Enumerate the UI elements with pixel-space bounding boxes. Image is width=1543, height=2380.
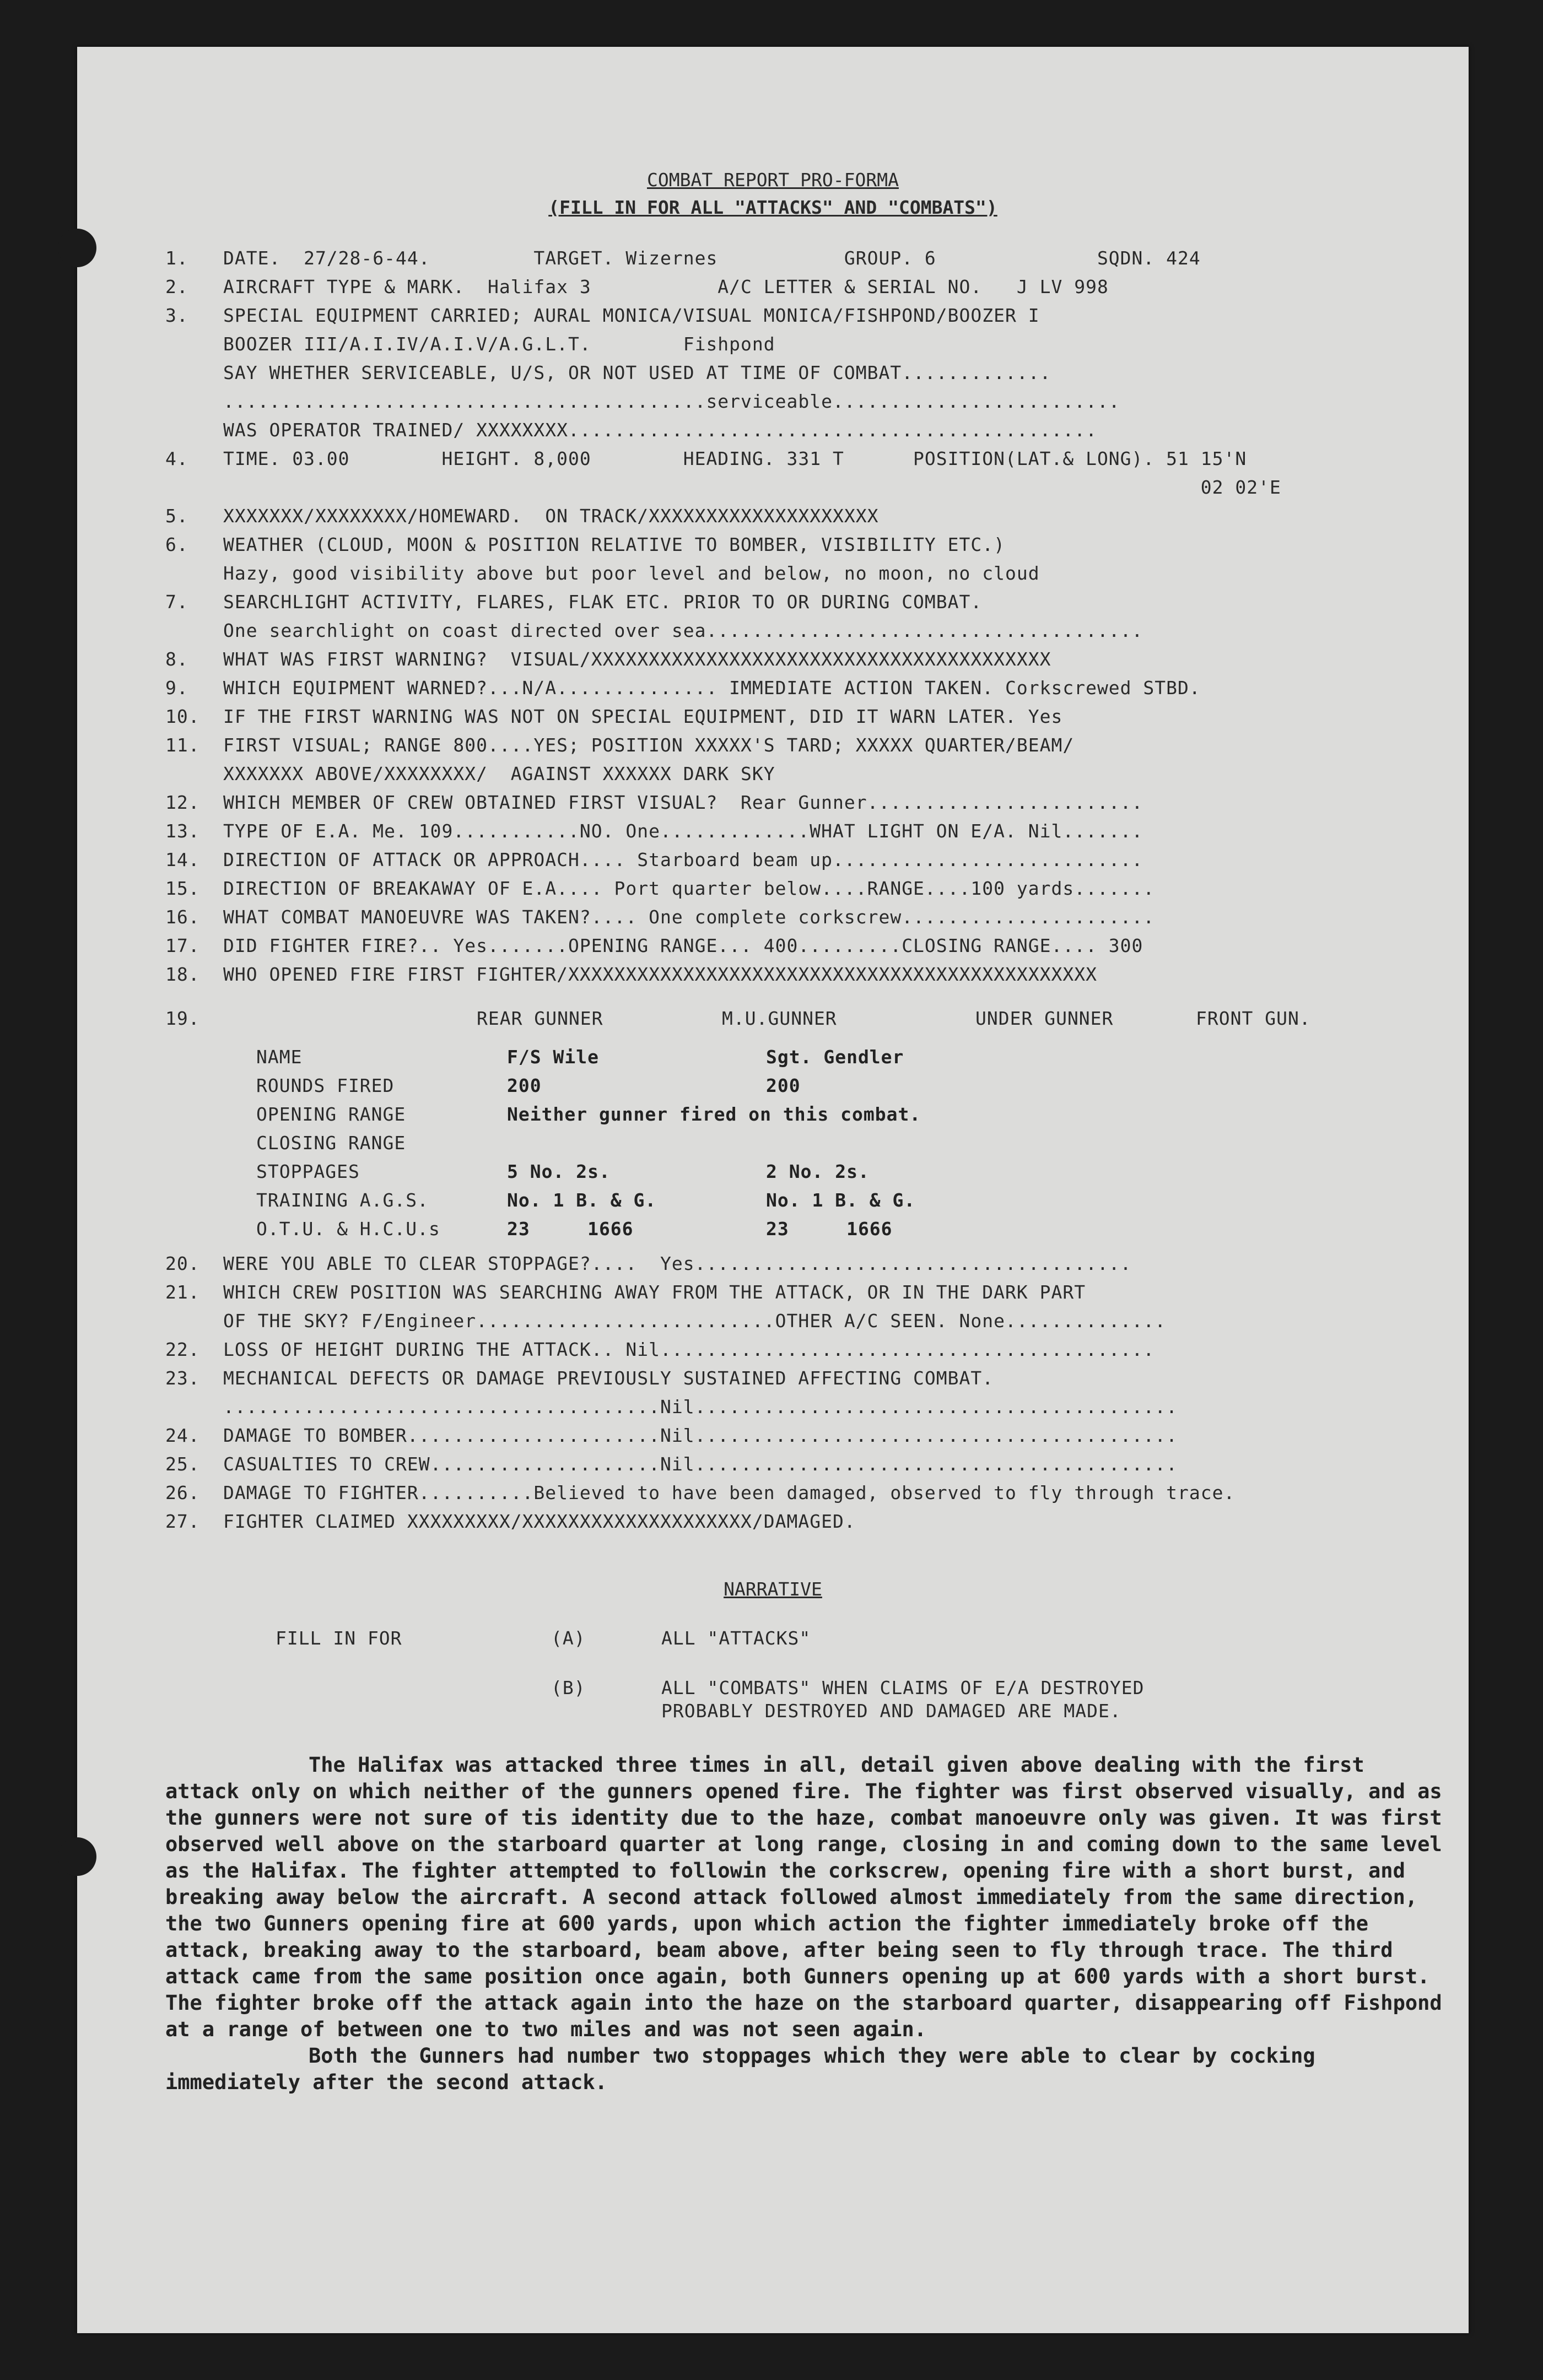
report-title: COMBAT REPORT PRO-FORMA <box>647 169 899 191</box>
option-a-label: (A) <box>551 1627 586 1649</box>
form-item-text: IF THE FIRST WARNING WAS NOT ON SPECIAL EQUIPMENT, DID IT WARN LATER. Yes <box>223 706 1063 727</box>
form-item-2-text: WHICH CREW POSITION WAS SEARCHING AWAY FROM THE ATTACK, OR IN THE DARK PART <box>223 1281 1086 1303</box>
form-item-text: TYPE OF E.A. Me. 109...........NO. One.............WHAT LIGHT ON E/A. Nil....... <box>223 820 1143 842</box>
mu-gunner-value: No. 1 B. & G. <box>766 1189 916 1211</box>
form-item-number: 9. <box>165 677 188 699</box>
option-b-text-2: PROBABLY DESTROYED AND DAMAGED ARE MADE. <box>661 1700 1121 1722</box>
gunner-row-label: STOPPAGES <box>256 1161 360 1182</box>
form-item-number: 12. <box>165 792 200 813</box>
narrative-heading: NARRATIVE <box>724 1578 822 1600</box>
form-item-2-text: OF THE SKY? F/Engineer..........................OTHER A/C SEEN. None.............. <box>223 1310 1167 1332</box>
option-b-text-1: ALL "COMBATS" WHEN CLAIMS OF E/A DESTROYED <box>661 1677 1145 1699</box>
gunner-column-header: REAR GUNNER <box>477 1008 603 1029</box>
rear-gunner-value: 5 No. 2s. <box>507 1161 611 1182</box>
form-item-text: XXXXXXX/XXXXXXXX/HOMEWARD. ON TRACK/XXXXXXXXXXXXXXXXXXXX <box>223 505 879 527</box>
form-item-2-number: 24. <box>165 1425 200 1446</box>
punch-hole-top <box>58 229 96 267</box>
mu-gunner-value: Sgt. Gendler <box>766 1046 904 1068</box>
rear-gunner-value: F/S Wile <box>507 1046 599 1068</box>
form-item-number: 2. <box>165 276 188 298</box>
form-item-text: WHAT COMBAT MANOEUVRE WAS TAKEN?.... One complete corkscrew...................... <box>223 906 1155 928</box>
gunner-row-label: ROUNDS FIRED <box>256 1075 395 1096</box>
narrative-text <box>165 1752 1449 2096</box>
gunner-row-label: OPENING RANGE <box>256 1104 406 1125</box>
report-sheet <box>77 47 1469 2333</box>
gunner-row-label: CLOSING RANGE <box>256 1132 406 1154</box>
mu-gunner-value: 2 No. 2s. <box>766 1161 870 1182</box>
form-item-2-text: FIGHTER CLAIMED XXXXXXXXX/XXXXXXXXXXXXXXXXXXXX/DAMAGED. <box>223 1511 856 1532</box>
form-item-2-text: WERE YOU ABLE TO CLEAR STOPPAGE?.... Yes...................................... <box>223 1253 1132 1274</box>
gunner-row-label: TRAINING A.G.S. <box>256 1189 429 1211</box>
form-item-text: AIRCRAFT TYPE & MARK. Halifax 3 A/C LETTER & SERIAL NO. J LV 998 <box>223 276 1109 298</box>
form-item-number: 7. <box>165 591 188 613</box>
report-subtitle: (FILL IN FOR ALL "ATTACKS" AND "COMBATS") <box>548 197 997 218</box>
option-a-text: ALL "ATTACKS" <box>661 1627 811 1649</box>
form-item-2-number: 23. <box>165 1367 200 1389</box>
form-item-number: 11. <box>165 734 200 756</box>
form-item-text: SPECIAL EQUIPMENT CARRIED; AURAL MONICA/VISUAL MONICA/FISHPOND/BOOZER I <box>223 305 1040 326</box>
form-item-number: 10. <box>165 706 200 727</box>
rear-gunner-value: Neither gunner fired on this combat. <box>507 1104 921 1125</box>
gunner-column-header: FRONT GUN. <box>1196 1008 1311 1029</box>
form-item-2-number: 26. <box>165 1482 200 1503</box>
form-item-text: WHO OPENED FIRE FIRST FIGHTER/XXXXXXXXXXXXXXXXXXXXXXXXXXXXXXXXXXXXXXXXXXXXXX <box>223 964 1097 985</box>
option-b-label: (B) <box>551 1677 586 1699</box>
form-item-number: 4. <box>165 448 188 469</box>
rear-gunner-value: 23 1666 <box>507 1218 634 1240</box>
form-item-2-number: 20. <box>165 1253 200 1274</box>
form-item-2-text: DAMAGE TO BOMBER......................Nil.......................................... <box>223 1425 1178 1446</box>
form-item-text: ..........................................serviceable......................... <box>223 391 1120 412</box>
form-item-2-text: CASUALTIES TO CREW....................Nil.......................................... <box>223 1453 1178 1475</box>
form-item-number: 15. <box>165 878 200 899</box>
form-item-number: 17. <box>165 935 200 956</box>
form-item-text: FIRST VISUAL; RANGE 800....YES; POSITION XXXXX'S TARD; XXXXX QUARTER/BEAM/ <box>223 734 1075 756</box>
form-item-2-text: ......................................Nil.......................................... <box>223 1396 1178 1418</box>
form-item-text: DIRECTION OF ATTACK OR APPROACH.... Starboard beam up........................... <box>223 849 1143 870</box>
narrative-paragraph-1: The Halifax was attacked three times in all, detail given above dealing with the first attack only on which neither of the gunners opened fire. The fighter was first observed visually, and as the gunners were not sure of tis identity due to the haze, combat manoeuvre only was given. It was first observed well above on the starboard quarter at long range, closing in and coming down to the same level as the Halifax. The fighter attempted to followin the corkscrew, opening fire with a short burst, and breaking away below the aircraft. A second attack followed almost immediately from the same direction, the two Gunners opening fire at 600 yards, upon which action the fighter immediately broke off the attack, breaking away to the starboard, beam above, after being seen to fly through trace. The third attack came from the same position once again, both Gunners opening up at 600 yards with a short burst. The fighter broke off the attack again into the haze on the starboard quarter, disappearing off Fishpond at a range of between one to two miles and was not seen again. <box>165 1753 1442 2041</box>
form-item-2-number: 25. <box>165 1453 200 1475</box>
form-item-text: WHAT WAS FIRST WARNING? VISUAL/XXXXXXXXXXXXXXXXXXXXXXXXXXXXXXXXXXXXXXXX <box>223 648 1051 670</box>
form-item-number: 18. <box>165 964 200 985</box>
form-item-text: One searchlight on coast directed over sea...................................... <box>223 620 1143 641</box>
form-item-text: XXXXXXX ABOVE/XXXXXXXX/ AGAINST XXXXXX DARK SKY <box>223 763 775 785</box>
form-item-number: 5. <box>165 505 188 527</box>
gunner-column-header: UNDER GUNNER <box>975 1008 1114 1029</box>
form-item-2-number: 21. <box>165 1281 200 1303</box>
rear-gunner-value: 200 <box>507 1075 542 1096</box>
form-item-text: SAY WHETHER SERVICEABLE, U/S, OR NOT USED AT TIME OF COMBAT............. <box>223 362 1051 383</box>
punch-hole-bottom <box>58 1837 96 1876</box>
form-item-text: WEATHER (CLOUD, MOON & POSITION RELATIVE TO BOMBER, VISIBILITY ETC.) <box>223 534 1006 555</box>
form-item-2-text: MECHANICAL DEFECTS OR DAMAGE PREVIOUSLY SUSTAINED AFFECTING COMBAT. <box>223 1367 994 1389</box>
gunner-row-label: O.T.U. & H.C.U.s <box>256 1218 440 1240</box>
mu-gunner-value: 200 <box>766 1075 801 1096</box>
form-item-number: 13. <box>165 820 200 842</box>
form-item-text: WHICH EQUIPMENT WARNED?...N/A.............. IMMEDIATE ACTION TAKEN. Corkscrewed STBD. <box>223 677 1201 699</box>
form-item-2-text: LOSS OF HEIGHT DURING THE ATTACK.. Nil........................................... <box>223 1339 1155 1360</box>
narrative-paragraph-2: Both the Gunners had number two stoppages which they were able to clear by cocking immediately after the second attack. <box>165 2044 1315 2094</box>
form-item-text: Hazy, good visibility above but poor level and below, no moon, no cloud <box>223 562 1040 584</box>
form-item-text: BOOZER III/A.I.IV/A.I.V/A.G.L.T. Fishpond <box>223 333 775 355</box>
form-item-2-text: DAMAGE TO FIGHTER..........Believed to have been damaged, observed to fly through trace. <box>223 1482 1236 1503</box>
gunner-row-label: NAME <box>256 1046 303 1068</box>
form-item-text: DATE. 27/28-6-44. TARGET. Wizernes GROUP. 6 SQDN. 424 <box>223 247 1201 269</box>
rear-gunner-value: No. 1 B. & G. <box>507 1189 657 1211</box>
gunners-number: 19. <box>165 1008 200 1029</box>
form-item-text: WAS OPERATOR TRAINED/ XXXXXXXX.............................................. <box>223 419 1097 441</box>
form-item-text: DIRECTION OF BREAKAWAY OF E.A.... Port quarter below....RANGE....100 yards....... <box>223 878 1155 899</box>
form-item-text: 02 02'E <box>223 477 1281 498</box>
form-item-number: 14. <box>165 849 200 870</box>
gunner-column-header: M.U.GUNNER <box>722 1008 837 1029</box>
form-item-text: TIME. 03.00 HEIGHT. 8,000 HEADING. 331 T POSITION(LAT.& LONG). 51 15'N <box>223 448 1247 469</box>
form-item-number: 6. <box>165 534 188 555</box>
form-item-text: DID FIGHTER FIRE?.. Yes.......OPENING RANGE... 400.........CLOSING RANGE.... 300 <box>223 935 1143 956</box>
fill-in-for: FILL IN FOR <box>276 1627 402 1649</box>
form-item-text: WHICH MEMBER OF CREW OBTAINED FIRST VISUAL? Rear Gunner........................ <box>223 792 1143 813</box>
form-item-number: 8. <box>165 648 188 670</box>
form-item-2-number: 22. <box>165 1339 200 1360</box>
form-item-text: SEARCHLIGHT ACTIVITY, FLARES, FLAK ETC. PRIOR TO OR DURING COMBAT. <box>223 591 983 613</box>
mu-gunner-value: 23 1666 <box>766 1218 893 1240</box>
form-item-2-number: 27. <box>165 1511 200 1532</box>
form-item-number: 1. <box>165 247 188 269</box>
form-item-number: 16. <box>165 906 200 928</box>
form-item-number: 3. <box>165 305 188 326</box>
